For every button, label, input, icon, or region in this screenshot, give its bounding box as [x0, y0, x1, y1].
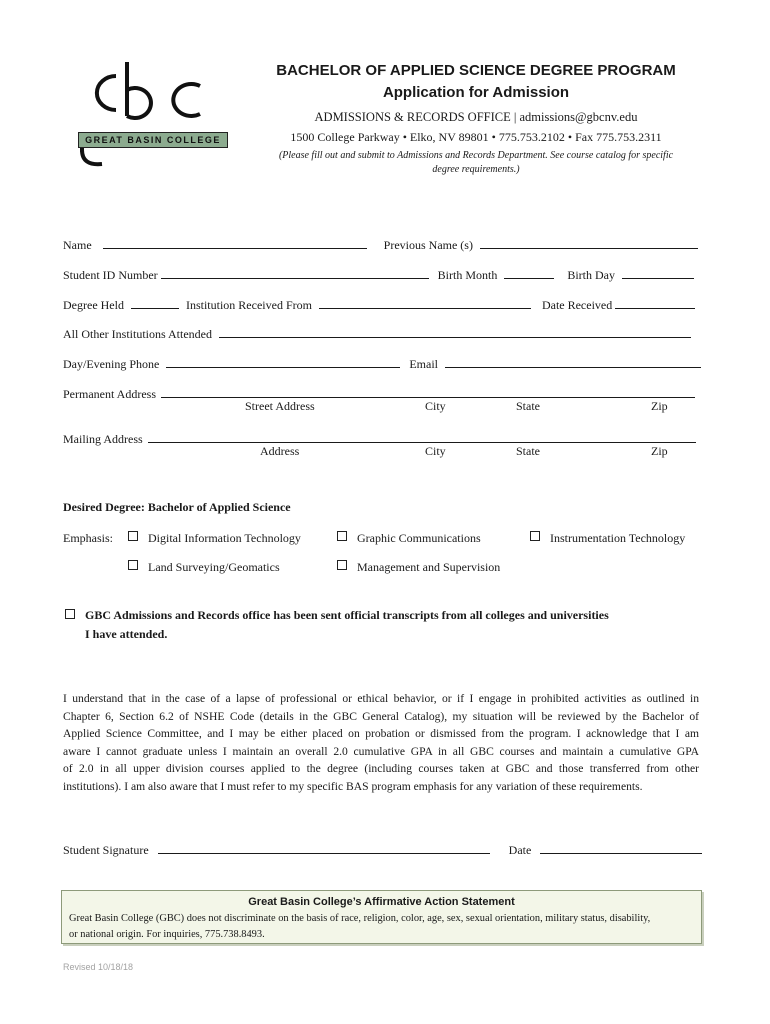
- row-degree-held: [63, 296, 698, 312]
- gbc-logo: [72, 58, 232, 170]
- row-mailing-address: [63, 430, 698, 446]
- permanent-state-caption: State: [516, 399, 540, 413]
- permanent-street-caption: Street Address: [245, 399, 315, 413]
- birth-month-field[interactable]: [504, 266, 554, 279]
- permanent-zip-caption: Zip: [651, 399, 668, 413]
- degree-held-label: Degree Held: [63, 298, 124, 312]
- other-institutions-label: All Other Institutions Attended: [63, 327, 212, 341]
- affirmative-action-line2: or national origin. For inquiries, 775.738.8493.: [69, 929, 265, 940]
- other-institutions-field[interactable]: [219, 325, 691, 338]
- phone-label: Day/Evening Phone: [63, 357, 160, 371]
- email-field[interactable]: [445, 355, 701, 368]
- row-phone-email: [63, 355, 698, 371]
- revised-date: Revised 10/18/18: [63, 962, 134, 972]
- option-digital-information-technology: Digital Information Technology: [148, 531, 301, 545]
- row-name: [63, 236, 698, 252]
- mailing-city-caption: City: [425, 444, 446, 458]
- affirmative-action-title: Great Basin College’s Affirmative Action Statement: [248, 896, 515, 908]
- checkbox-transcripts-sent[interactable]: [65, 609, 75, 619]
- gbc-logo-mark: [72, 58, 232, 170]
- address-line: 1500 College Parkway • Elko, NV 89801 • 775.753.2102 • Fax 775.753.2311: [290, 130, 662, 144]
- option-instrumentation-technology: Instrumentation Technology: [550, 531, 686, 545]
- mailing-address-caption: Address: [260, 444, 300, 458]
- checkbox-land-surveying-geomatics[interactable]: [128, 560, 138, 570]
- agreement-paragraph: [63, 690, 699, 796]
- agreement-line: institutions). I am also aware that I must refer to my specific BAS program emphasis for any variation of these requirements.: [63, 779, 643, 793]
- checkbox-management-and-supervision[interactable]: [337, 560, 347, 570]
- agreement-line: I understand that in the case of a lapse of professional or ethical behavior, or if I engage in prohibited activities as outlined in: [63, 692, 699, 705]
- permanent-city-caption: City: [425, 399, 446, 413]
- logo-banner: GREAT BASIN COLLEGE: [78, 132, 228, 148]
- student-signature-label: Student Signature: [63, 843, 149, 857]
- birth-day-field[interactable]: [622, 266, 694, 279]
- signature-date-field[interactable]: [540, 841, 702, 854]
- mailing-zip-caption: Zip: [651, 444, 668, 458]
- degree-held-field[interactable]: [131, 296, 179, 309]
- date-received-field[interactable]: [615, 296, 695, 309]
- name-label: Name: [63, 238, 92, 252]
- birth-month-label: Birth Month: [437, 268, 498, 282]
- option-management-and-supervision: Management and Supervision: [357, 560, 501, 574]
- emphasis-label: Emphasis:: [63, 531, 113, 545]
- previous-name-label: Previous Name (s): [383, 238, 473, 252]
- agreement-line: Applied Science Committee, and I may be either placed on probation or dismissed from the program. I acknowledge that I am: [63, 727, 699, 741]
- student-signature-field[interactable]: [158, 841, 490, 854]
- phone-field[interactable]: [166, 355, 400, 368]
- affirmative-action-box: [61, 890, 702, 944]
- permanent-address-field[interactable]: [161, 385, 695, 398]
- mailing-state-caption: State: [516, 444, 540, 458]
- desired-degree-heading: Desired Degree: Bachelor of Applied Science: [63, 500, 291, 514]
- institution-field[interactable]: [319, 296, 531, 309]
- previous-name-field[interactable]: [480, 236, 698, 249]
- office-line: ADMISSIONS & RECORDS OFFICE | admissions@gbcnv.edu: [314, 110, 638, 124]
- student-id-field[interactable]: [161, 266, 429, 279]
- row-student-id: [63, 266, 698, 282]
- checkbox-graphic-communications[interactable]: [337, 531, 347, 541]
- mailing-address-label: Mailing Address: [63, 432, 143, 446]
- permanent-address-label: Permanent Address: [63, 387, 156, 401]
- birth-day-label: Birth Day: [567, 268, 615, 282]
- date-received-label: Date Received: [541, 298, 613, 312]
- agreement-line: of 2.0 in all upper division courses applied to the degree (including courses taken at GBC and those transferred from other: [63, 762, 699, 776]
- option-graphic-communications: Graphic Communications: [357, 531, 481, 545]
- institution-label: Institution Received From: [185, 298, 312, 312]
- option-land-surveying-geomatics: Land Surveying/Geomatics: [148, 560, 280, 574]
- row-other-institutions: [63, 325, 698, 341]
- instructions-line2: degree requirements.): [432, 164, 520, 175]
- instructions-line1: (Please fill out and submit to Admissions and Records Department. See course catalog for specific: [278, 150, 674, 161]
- form-subtitle: Application for Admission: [382, 84, 570, 101]
- transcripts-statement-line1: GBC Admissions and Records office has been sent official transcripts from all colleges and universities: [85, 608, 609, 622]
- checkbox-digital-information-technology[interactable]: [128, 531, 138, 541]
- affirmative-action-line1: Great Basin College (GBC) does not discriminate on the basis of race, religion, color, age, sex, sexual orientation, military status, disability,: [69, 913, 651, 924]
- row-signature: [63, 841, 698, 857]
- name-field[interactable]: [103, 236, 367, 249]
- transcripts-statement-line2: I have attended.: [85, 627, 168, 641]
- agreement-line: Chapter 6, Section 6.2 of NSHE Code (details in the GBC General Catalog), my situation will be reviewed by the Bachelor of: [63, 709, 699, 723]
- email-label: Email: [409, 357, 438, 371]
- form-title: BACHELOR OF APPLIED SCIENCE DEGREE PROGRAM: [276, 62, 676, 79]
- date-label: Date: [508, 843, 532, 857]
- mailing-address-field[interactable]: [148, 430, 696, 443]
- checkbox-instrumentation-technology[interactable]: [530, 531, 540, 541]
- student-id-label: Student ID Number: [63, 268, 158, 282]
- row-permanent-address: [63, 385, 698, 401]
- agreement-line: aware I cannot graduate unless I maintain an overall 2.0 cumulative GPA in all GBC courses and maintain a cumulative GPA: [63, 744, 699, 758]
